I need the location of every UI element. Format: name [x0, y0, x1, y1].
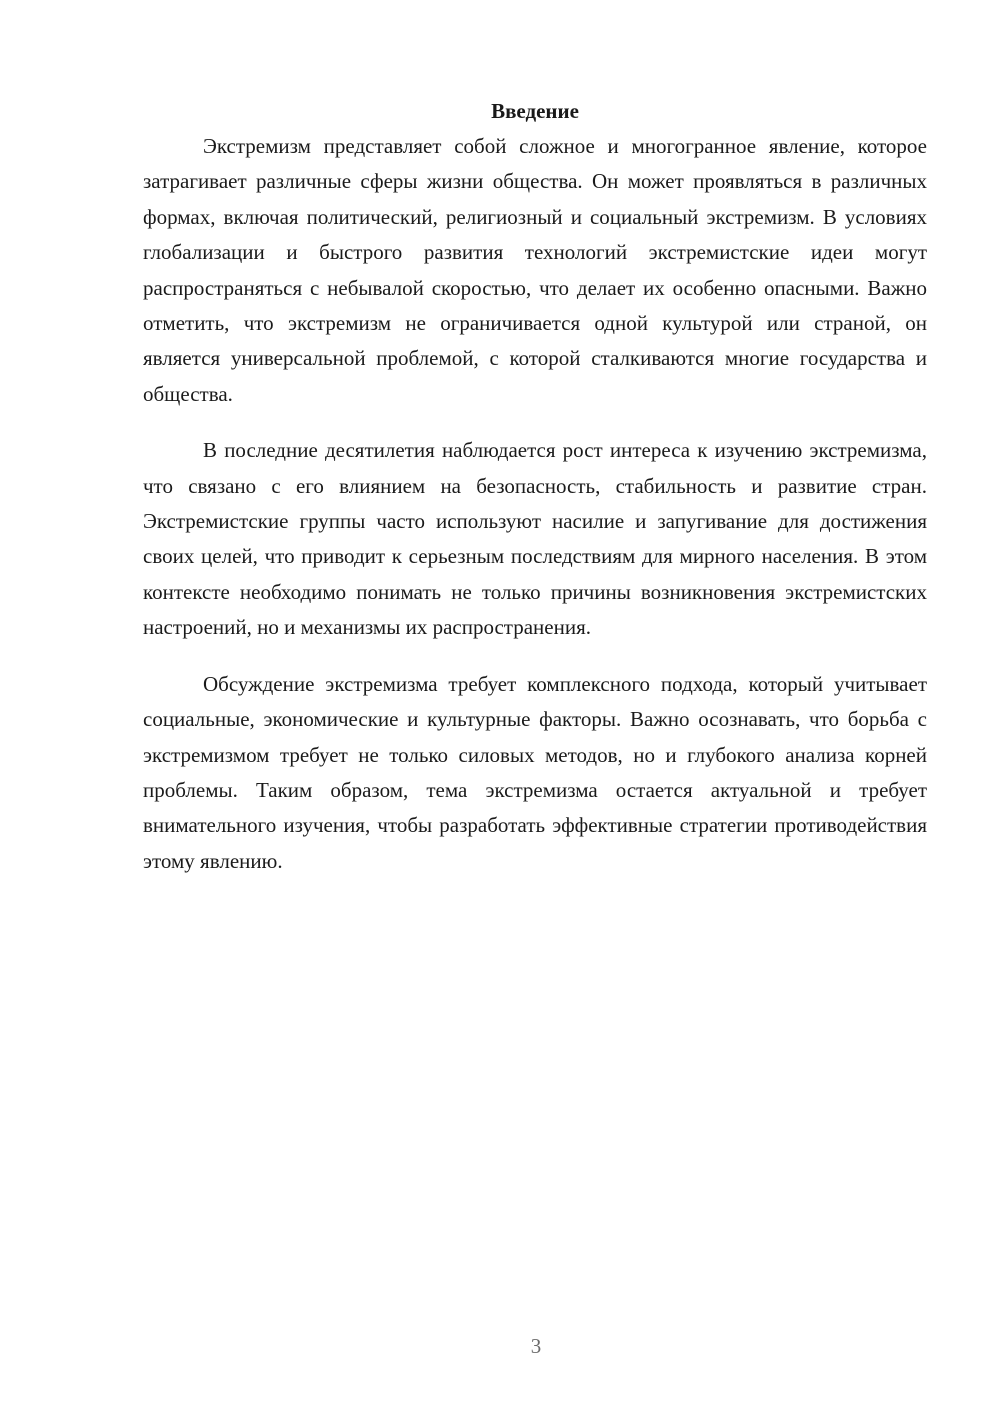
- page-number: 3: [530, 1334, 542, 1358]
- paragraph-3: Обсуждение экстремизма требует комплексного подхода, который учитывает социальные, экономические и культурные факторы. Важно осознавать, что борьба с экстремизмом требует не только силовых методов, но и глубокого анализа корней проблемы. Таким образом, тема экстремизма остается актуальной и требует внимательного изучения, чтобы разработать эффективные стратегии противодействия этому явлению.: [143, 671, 927, 873]
- paragraph-1: Экстремизм представляет собой сложное и многогранное явление, которое затрагивает различные сферы жизни общества. Он может проявляться в различных формах, включая политический, религиозный и социальный экстремизм. В условиях глобализации и быстрого развития технологий экстремистские идеи могут распространяться с небывалой скоростью, что делает их особенно опасными. Важно отметить, что экстремизм не ограничивается одной культурой или страной, он является универсальной проблемой, с которой сталкиваются многие государства и общества.: [143, 134, 927, 406]
- page-content: [143, 94, 927, 879]
- paragraph-spacer: [143, 646, 927, 667]
- paragraph-spacer: [143, 412, 927, 433]
- paragraph-2: В последние десятилетия наблюдается рост интереса к изучению экстремизма, что связано с его влиянием на безопасность, стабильность и развитие стран. Экстремистские группы часто используют насилие и запугивание для достижения своих целей, что приводит к серьезным последствиям для мирного населения. В этом контексте необходимо понимать не только причины возникновения экстремистских настроений, но и механизмы их распространения.: [143, 438, 927, 640]
- page-title: Введение: [491, 99, 579, 123]
